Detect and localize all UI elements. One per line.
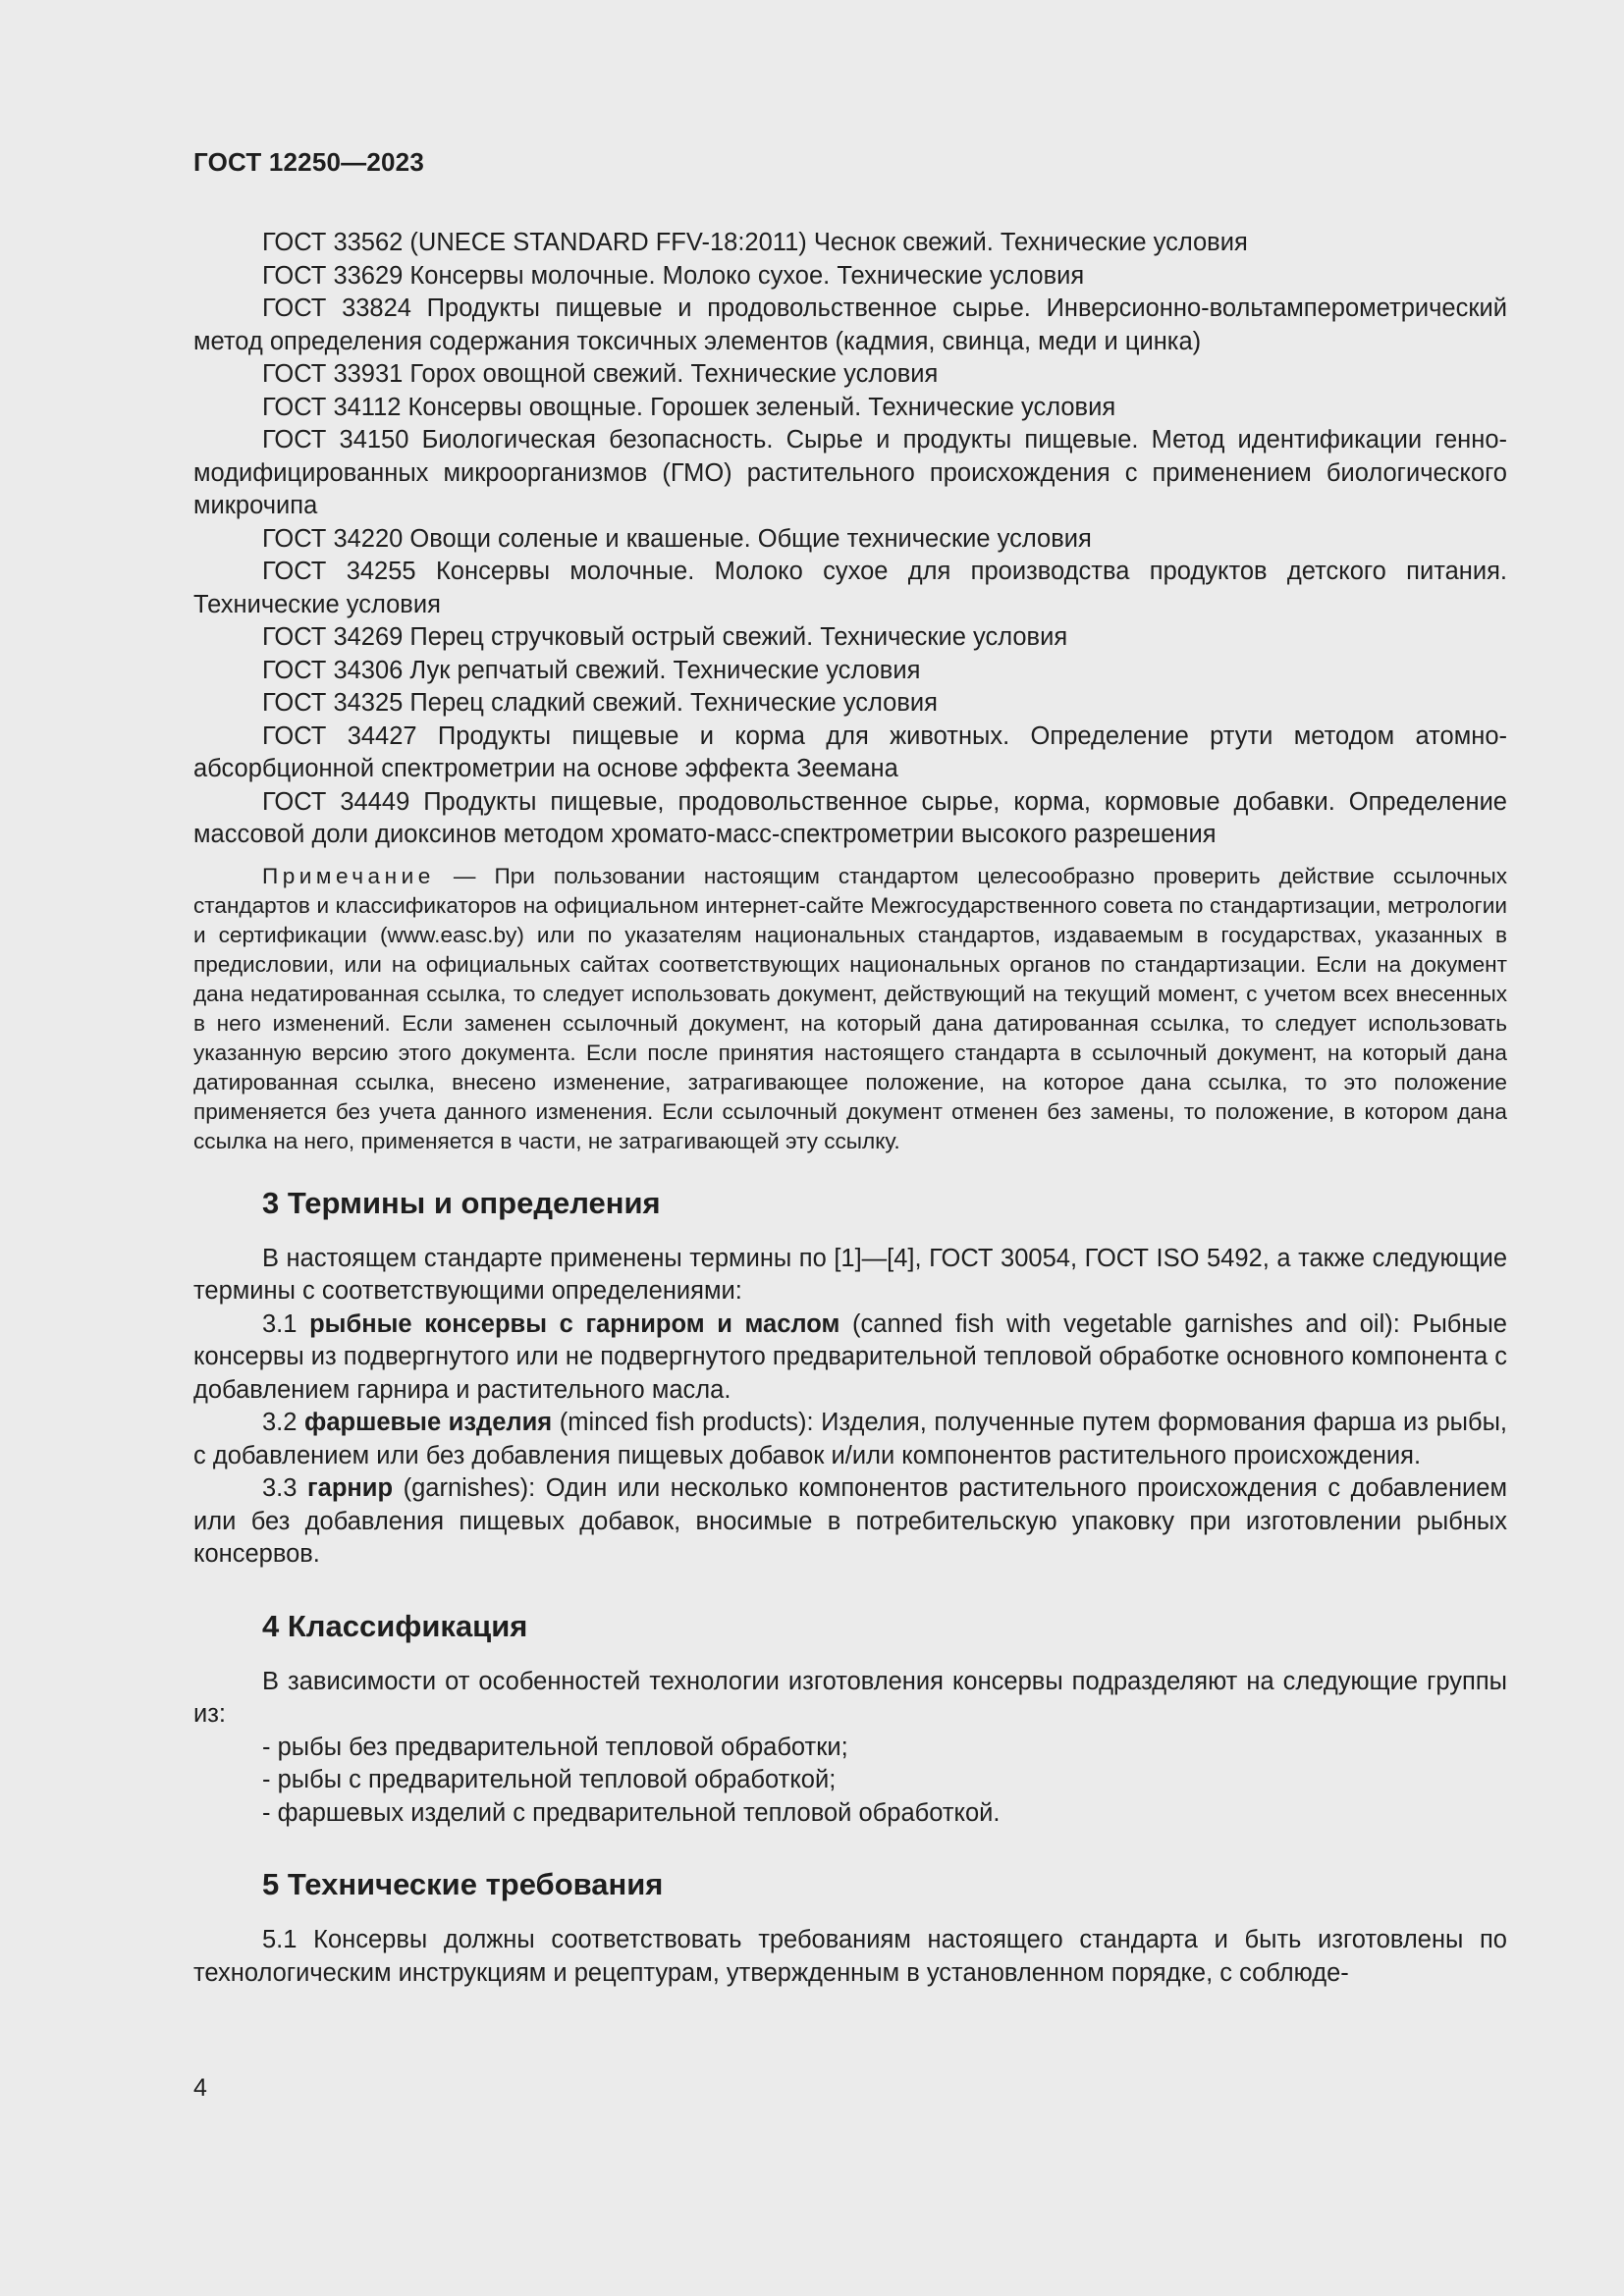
- section-5-heading: 5 Технические требования: [262, 1867, 664, 1901]
- reference-item: ГОСТ 33562 (UNECE STANDARD FFV-18:2011) Чеснок свежий. Технические условия: [262, 229, 1248, 256]
- note-text: — При пользовании настоящим стандартом целесообразно проверить действие ссылочных стандартов и классификаторов на официальном интернет-сайте Межгосударственного совета по стандартизации, метрологии и сертификации (www.easc.by) или по указателям национальных стандартов, издаваемым в государствах, указанных в предисловии, или на официальных сайтах соответствующих национальных органов по стандартизации. Если на документ дана недатированная ссылка, то следует использовать документ, действующий на текущий момент, с учетом всех внесенных в него изменений. Если заменен ссылочный документ, на который дана датированная ссылка, то следует использовать указанную версию этого документа. Если после принятия настоящего стандарта в ссылочный документ, на который дана датированная ссылка, внесено изменение, затрагивающее положение, на которое дана ссылка, то это положение применяется без учета данного изменения. Если ссылочный документ отменен без замены, то положение, в котором дана ссылка на него, применяется в части, не затрагивающей эту ссылку.: [193, 863, 1507, 1153]
- reference-item: ГОСТ 34306 Лук репчатый свежий. Технические условия: [262, 656, 921, 684]
- section-4-heading: 4 Классификация: [262, 1608, 528, 1643]
- term-number: 3.1: [262, 1309, 310, 1338]
- page-number: 4: [193, 2074, 207, 2102]
- normative-references-list: [193, 227, 1507, 852]
- reference-item: ГОСТ 34255 Консервы молочные. Молоко сухое для производства продуктов детского питания. Технические условия: [193, 558, 1507, 618]
- list-item: - фаршевых изделий с предварительной тепловой обработкой.: [262, 1798, 1001, 1827]
- reference-item: ГОСТ 34427 Продукты пищевые и корма для животных. Определение ртути методом атомно-абсорбционной спектрометрии на основе эффекта Зеемана: [193, 721, 1507, 782]
- list-item: - рыбы без предварительной тепловой обработки;: [262, 1733, 848, 1761]
- reference-item: ГОСТ 34269 Перец стручковый острый свежий. Технические условия: [262, 623, 1068, 651]
- term-definition: (garnishes): Один или несколько компонентов растительного происхождения с добавлением или без добавления пищевых добавок, вносимые в потребительскую упаковку при изготовлении рыбных консервов.: [193, 1474, 1507, 1568]
- section-5-1-paragraph: 5.1 Консервы должны соответствовать требованиям настоящего стандарта и быть изготовлены по технологическим инструкциям и рецептурам, утвержденным в установленном порядке, с соблюде-: [193, 1926, 1507, 1987]
- reference-item: ГОСТ 34112 Консервы овощные. Горошек зеленый. Технические условия: [262, 393, 1116, 421]
- reference-item: ГОСТ 33629 Консервы молочные. Молоко сухое. Технические условия: [262, 261, 1085, 290]
- reference-item: ГОСТ 33931 Горох овощной свежий. Технические условия: [262, 360, 939, 388]
- section-3-intro: В настоящем стандарте применены термины по [1]—[4], ГОСТ 30054, ГОСТ ISO 5492, а также следующие термины с соответствующими определениями:: [193, 1244, 1507, 1305]
- term-name: рыбные консервы с гарниром и маслом: [309, 1309, 840, 1338]
- term-definition: (canned fish with vegetable garnishes and oil): Рыбные консервы из подвергнутого или не подвергнутого предварительной тепловой обработке основного компонента с добавлением гарнира и растительного масла.: [193, 1309, 1507, 1404]
- term-name: гарнир: [307, 1474, 394, 1502]
- note-paragraph: [193, 862, 1507, 1156]
- section-4-intro: В зависимости от особенностей технологии изготовления консервы подразделяют на следующие группы из:: [193, 1667, 1507, 1728]
- term-name: фаршевые изделия: [304, 1409, 553, 1436]
- reference-item: ГОСТ 34325 Перец сладкий свежий. Технические условия: [262, 689, 938, 717]
- page-content: [193, 227, 1507, 1990]
- term-number: 3.2: [262, 1409, 304, 1436]
- reference-item: ГОСТ 34220 Овощи соленые и квашеные. Общие технические условия: [262, 524, 1092, 553]
- term-definition: (minced fish products): Изделия, полученные путем формования фарша из рыбы, с добавлением или без добавления пищевых добавок и/или компонентов растительного происхождения.: [193, 1409, 1507, 1469]
- term-definition-3-1: [193, 1308, 1507, 1408]
- page-header: ГОСТ 12250—2023: [193, 147, 424, 177]
- classification-list: [193, 1732, 1507, 1831]
- reference-item: ГОСТ 33824 Продукты пищевые и продовольственное сырье. Инверсионно-вольтамперометрический метод определения содержания токсичных элементов (кадмия, свинца, меди и цинка): [193, 294, 1507, 355]
- term-definition-3-3: [193, 1472, 1507, 1572]
- list-item: - рыбы с предварительной тепловой обработкой;: [262, 1766, 837, 1793]
- term-definition-3-2: [193, 1407, 1507, 1472]
- term-number: 3.3: [262, 1474, 308, 1502]
- section-3-heading: 3 Термины и определения: [262, 1185, 661, 1220]
- note-label: Примечание: [262, 863, 435, 888]
- reference-item: ГОСТ 34449 Продукты пищевые, продовольственное сырье, корма, кормовые добавки. Определение массовой доли диоксинов методом хромато-масс-спектрометрии высокого разрешения: [193, 787, 1507, 848]
- reference-item: ГОСТ 34150 Биологическая безопасность. Сырье и продукты пищевые. Метод идентификации генно-модифицированных микроорганизмов (ГМО) растительного происхождения с применением биологического микрочипа: [193, 426, 1507, 519]
